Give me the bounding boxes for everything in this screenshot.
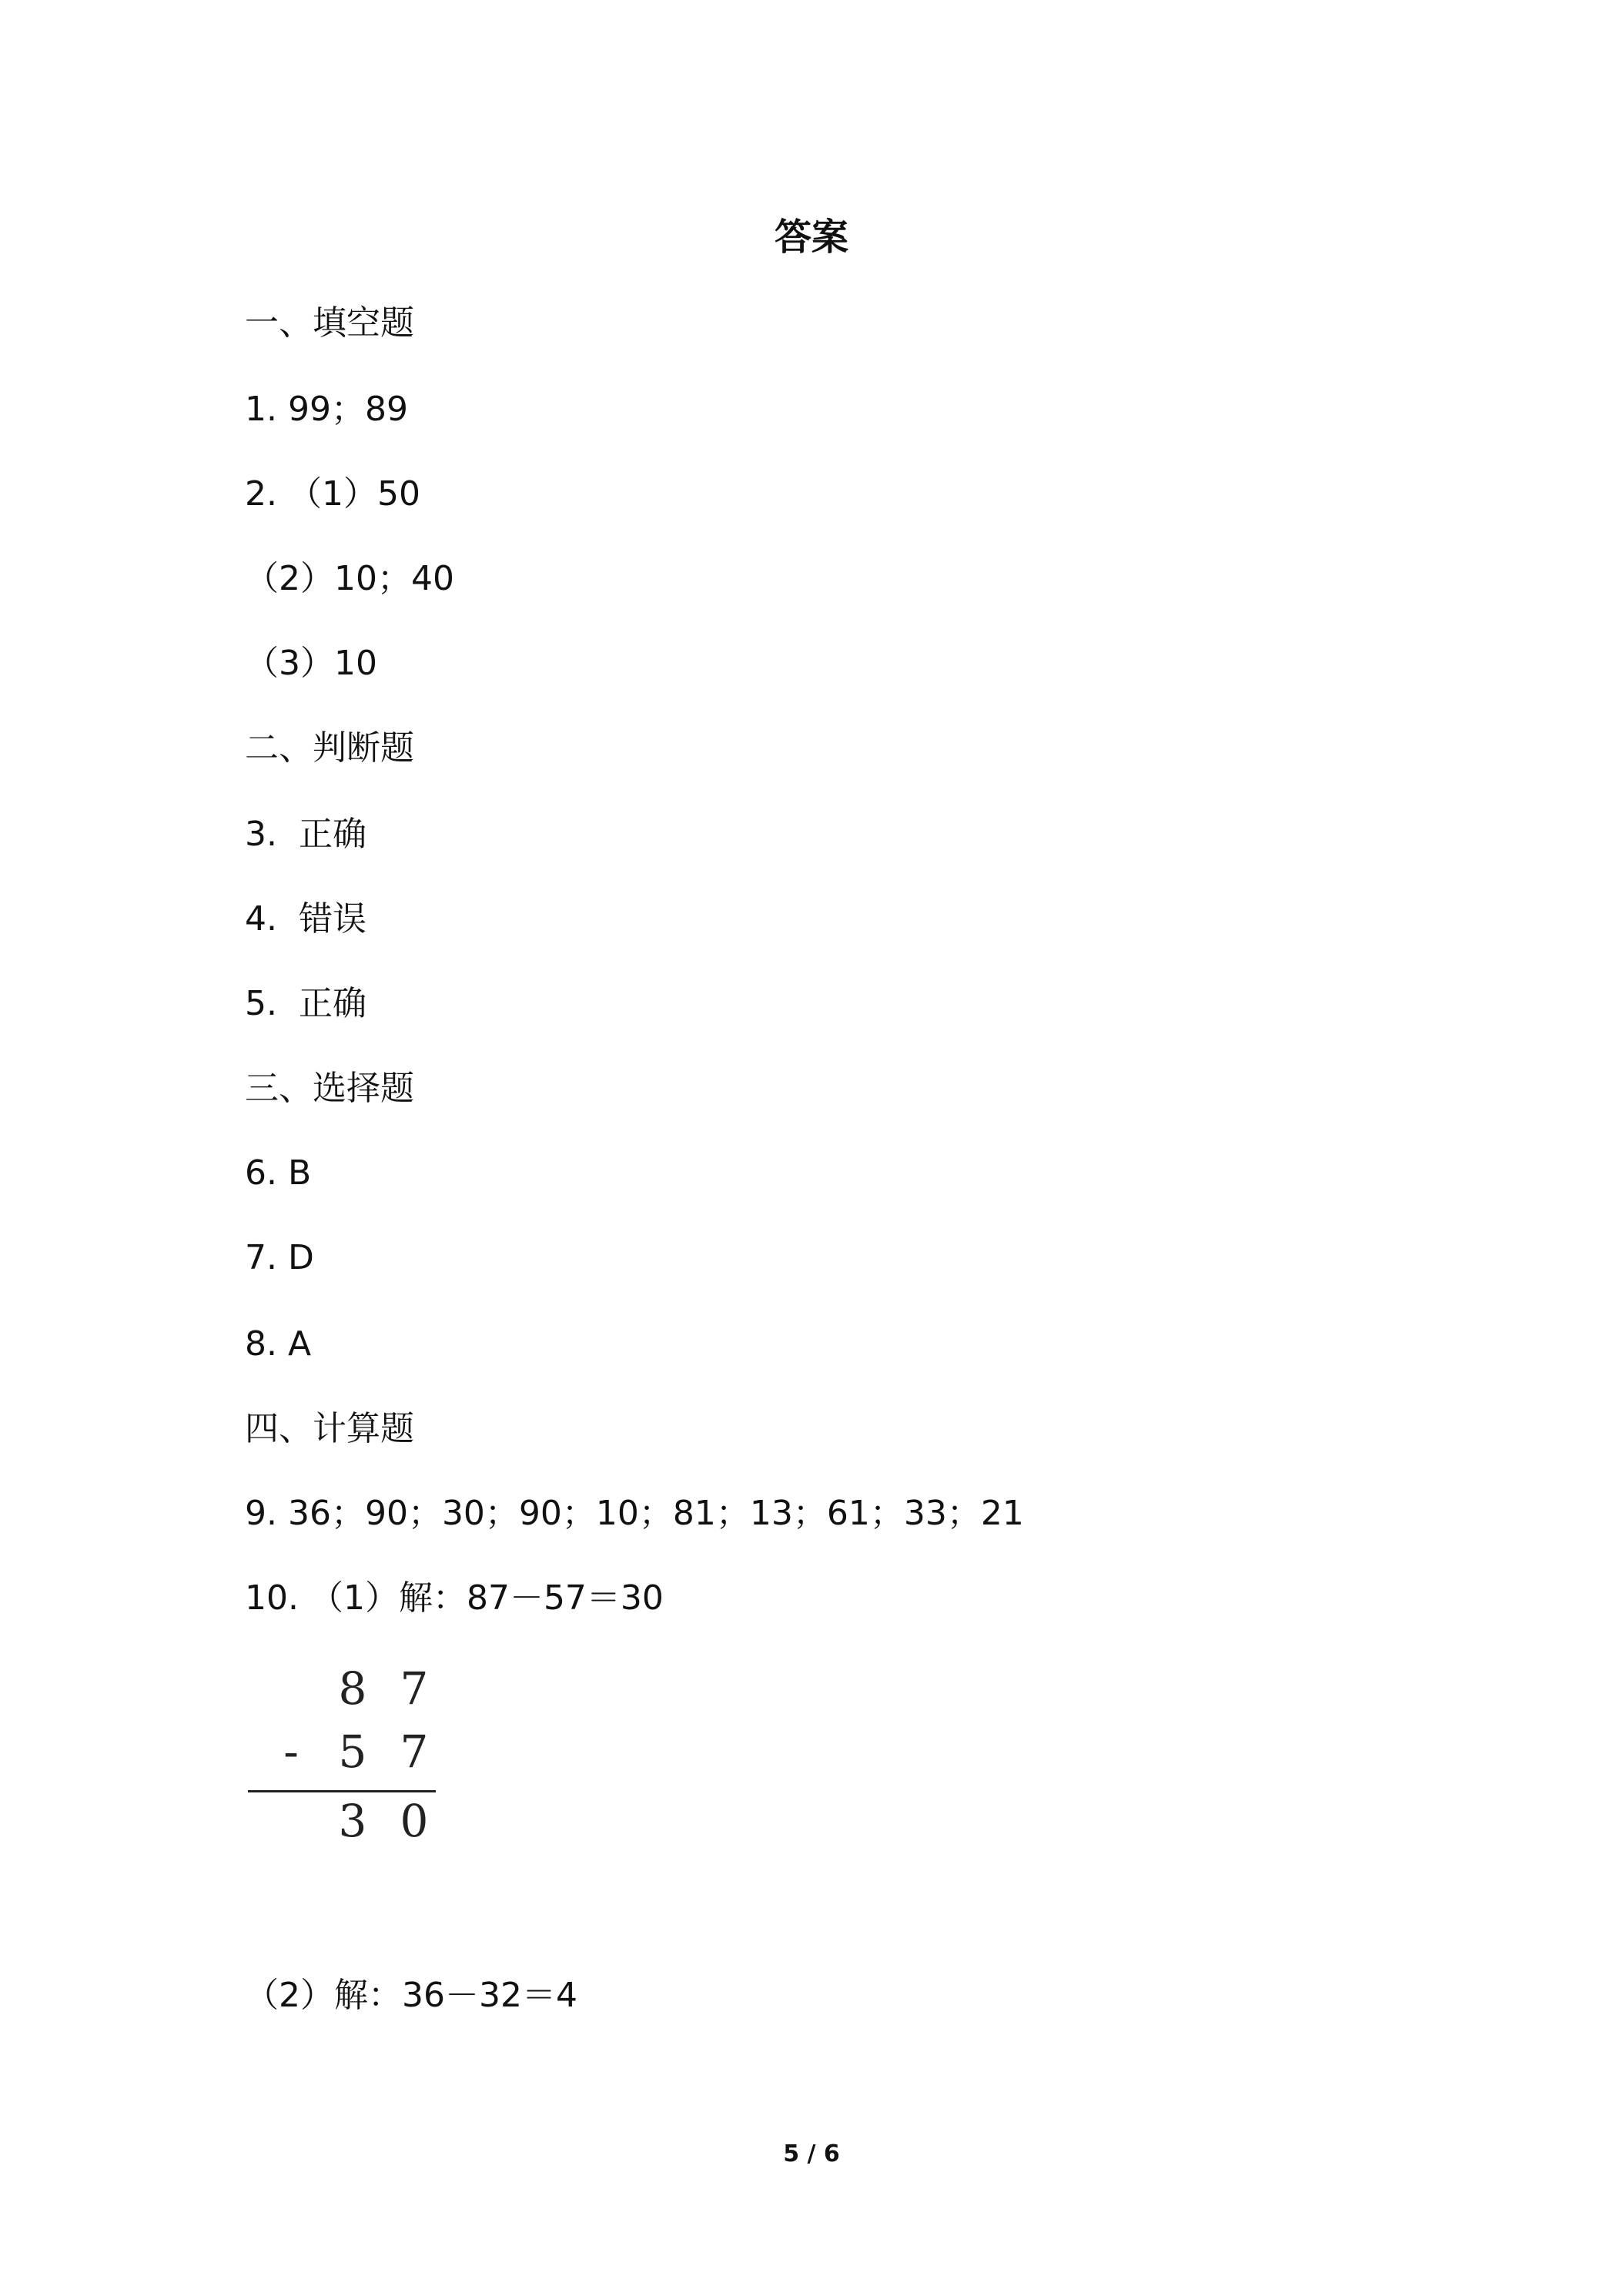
- answer-3: 3. 正确: [245, 815, 366, 854]
- vcalc-digit: 8: [338, 1662, 367, 1715]
- answer-8: 8. A: [245, 1324, 312, 1364]
- answer-10-2: （2）解：36－32＝4: [245, 1976, 577, 2015]
- answer-10-1: 10. （1）解：87－57＝30: [245, 1578, 664, 1618]
- answer-4: 4. 错误: [245, 899, 366, 939]
- section-heading-fill-in: 一、填空题: [245, 303, 414, 343]
- vcalc-digit: 3: [338, 1795, 367, 1847]
- section-heading-multiple-choice: 三、选择题: [245, 1069, 414, 1108]
- answer-9: 9. 36；90；30；90；10；81；13；61；33；21: [245, 1494, 1024, 1533]
- vcalc-result-row: [245, 1794, 437, 1848]
- answer-2-1: 2. （1）50: [245, 474, 420, 514]
- section-heading-true-false: 二、判断题: [245, 728, 414, 768]
- vcalc-minus-sign: -: [283, 1725, 299, 1778]
- vcalc-rule: [248, 1790, 436, 1792]
- answer-1: 1. 99；89: [245, 390, 408, 429]
- vcalc-digit: 7: [400, 1725, 429, 1778]
- vcalc-digit: 5: [338, 1725, 367, 1778]
- page-number: 5 / 6: [783, 2140, 840, 2167]
- section-heading-calculation: 四、计算题: [245, 1409, 414, 1448]
- vcalc-digit: 7: [400, 1662, 429, 1715]
- answer-6: 6. B: [245, 1153, 312, 1193]
- answer-5: 5. 正确: [245, 984, 366, 1023]
- page-title: 答案: [774, 216, 848, 259]
- vertical-subtraction: [245, 1662, 437, 1846]
- vcalc-top-row: [245, 1662, 437, 1715]
- vcalc-digit: 0: [400, 1795, 429, 1847]
- vcalc-subtrahend-row: [245, 1725, 437, 1779]
- answer-2-3: （3）10: [245, 644, 377, 683]
- answer-2-2: （2）10；40: [245, 559, 454, 598]
- answer-7: 7. D: [245, 1238, 314, 1277]
